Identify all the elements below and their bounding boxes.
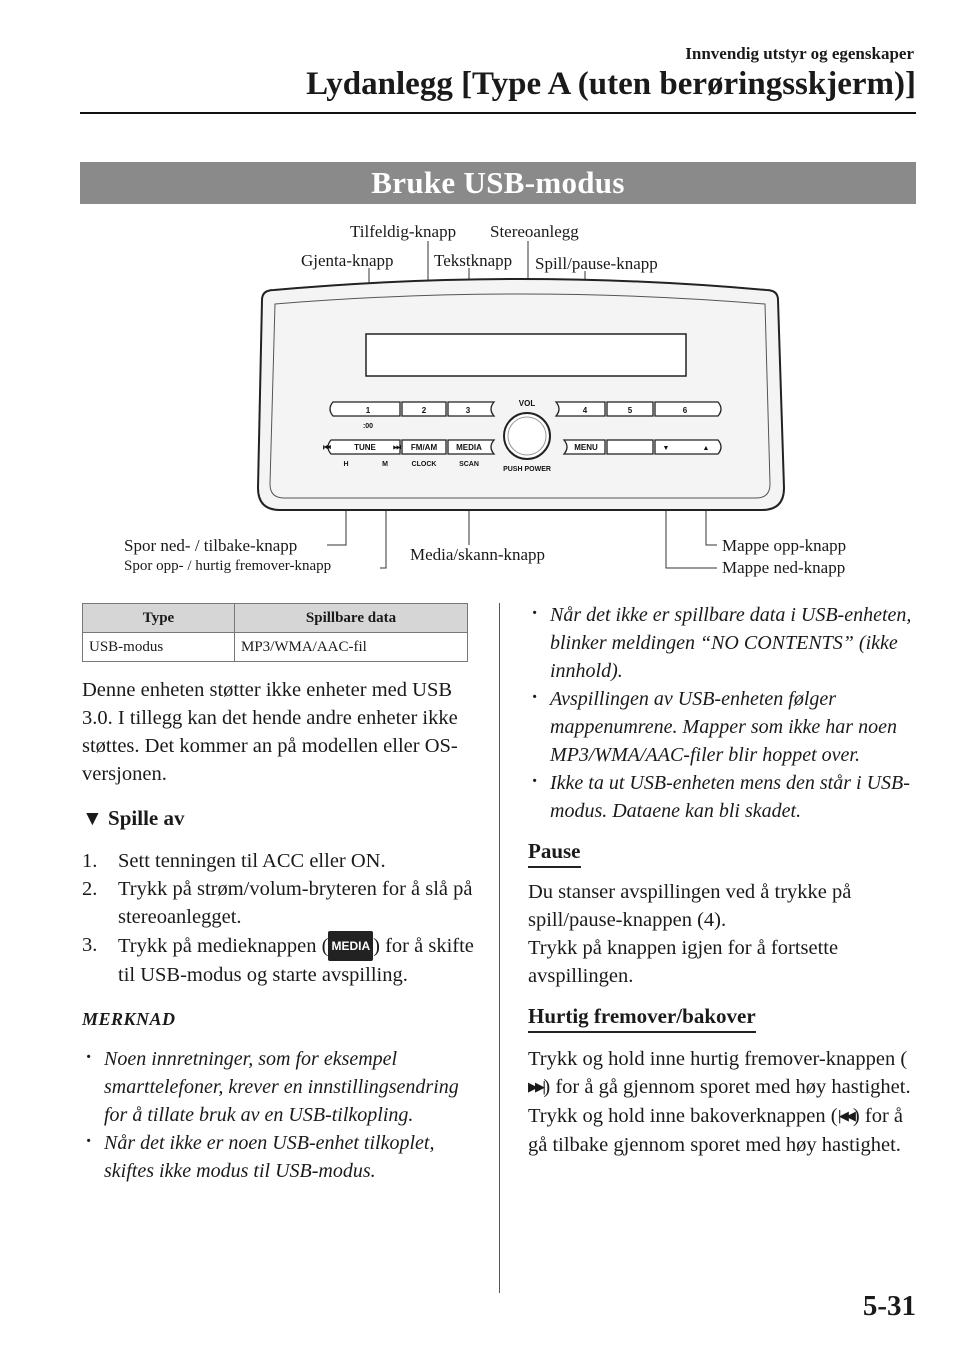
fast-forward-icon: ▶▶| bbox=[528, 1080, 544, 1095]
label-stereo: Stereoanlegg bbox=[490, 222, 579, 241]
list-item: · Når det ikke er spillbare data i USB-enheten, blinker meldingen “NO CONTENTS” (ikke innhold). bbox=[528, 601, 912, 685]
preset-3-label: 3 bbox=[465, 406, 471, 415]
label-track-up-button: Spor opp- / hurtig fremover-knapp bbox=[124, 558, 332, 574]
right-column bbox=[528, 601, 912, 1159]
tune-prev-icon: ⏮ bbox=[322, 442, 332, 452]
h-label: H bbox=[343, 461, 349, 468]
play-heading: ▼ Spille av bbox=[82, 806, 185, 830]
intro-paragraph: Denne enheten støtter ikke enheter med USB 3.0. I tillegg kan det hende andre enheter ikke støttes. Det kommer an på modellen eller OS-versjonen. bbox=[82, 679, 458, 785]
table-row bbox=[83, 633, 468, 662]
scan-label: SCAN bbox=[459, 461, 479, 468]
page-number: 5-31 bbox=[862, 1290, 916, 1322]
m-label: M bbox=[382, 461, 388, 468]
label-playpause-button: Spill/pause-knapp bbox=[535, 254, 658, 273]
tune-label: TUNE bbox=[354, 443, 376, 452]
menu-label: MENU bbox=[574, 443, 598, 452]
ffrew-text-1: Trykk og hold inne hurtig fremover-knappen (▶▶|) for å gå gjennom sporet med høy hastighet. bbox=[528, 1045, 912, 1102]
play-steps bbox=[82, 847, 480, 989]
playable-data-table bbox=[82, 603, 468, 662]
list-item: · Avspillingen av USB-enheten følger mappenumrene. Mapper som ikke har noen MP3/WMA/AAC-filer blir hoppet over. bbox=[528, 685, 912, 769]
media-label: MEDIA bbox=[456, 443, 482, 452]
table-header: Type bbox=[83, 604, 235, 633]
fmam-label: FM/AM bbox=[410, 443, 438, 452]
preset-5-label: 5 bbox=[627, 406, 633, 415]
folder-up-icon: ▲ bbox=[702, 445, 710, 452]
list-item: · Ikke ta ut USB-enheten mens den står i USB-modus. Dataene kan bli skadet. bbox=[528, 769, 912, 825]
list-item: 2. Trykk på strøm/volum-bryteren for å slå på stereoanlegget. bbox=[82, 878, 473, 928]
table-cell: USB-modus bbox=[83, 633, 235, 662]
label-folder-up-button: Mappe opp-knapp bbox=[722, 536, 847, 555]
table-header-row bbox=[83, 604, 468, 633]
clock-label: CLOCK bbox=[411, 461, 437, 468]
list-item: · Noen innretninger, som for eksempel smarttelefoner, krever en innstillingsendring for å tillate bruk av en USB-tilkopling. bbox=[82, 1045, 480, 1129]
note-heading: MERKNAD bbox=[82, 1009, 176, 1029]
preset-6-label: 6 bbox=[682, 406, 688, 415]
left-column bbox=[82, 676, 480, 1185]
folder-down-icon: ▼ bbox=[662, 445, 670, 452]
label-random-button: Tilfeldig-knapp bbox=[350, 222, 457, 241]
table-cell: MP3/WMA/AAC-fil bbox=[235, 633, 468, 662]
section-banner: Bruke USB-modus bbox=[80, 162, 916, 204]
clock-00-label: :00 bbox=[362, 423, 374, 430]
rewind-icon: |◀◀ bbox=[837, 1109, 853, 1124]
stereo-unit-diagram bbox=[0, 0, 960, 600]
table-header: Spillbare data bbox=[235, 604, 468, 633]
label-repeat-button: Gjenta-knapp bbox=[301, 251, 394, 270]
label-text-button: Tekstknapp bbox=[434, 251, 513, 270]
label-media-scan-button: Media/skann-knapp bbox=[410, 545, 546, 564]
volume-knob bbox=[504, 413, 550, 459]
triangle-down-icon: ▼ bbox=[82, 806, 103, 830]
media-button-icon: MEDIA bbox=[328, 931, 373, 961]
note-list-left bbox=[82, 1045, 480, 1185]
label-track-down-button: Spor ned- / tilbake-knapp bbox=[124, 536, 298, 555]
pause-heading: Pause bbox=[528, 839, 912, 868]
pause-text-1: Du stanser avspillingen ved å trykke på spill/pause-knappen (4). bbox=[528, 881, 852, 931]
column-divider bbox=[499, 603, 500, 1293]
page-title: Lydanlegg [Type A (uten berøringsskjerm)] bbox=[306, 66, 916, 102]
preset-4-label: 4 bbox=[582, 406, 588, 415]
note-list-right bbox=[528, 601, 912, 825]
push-power-label: PUSH POWER bbox=[503, 466, 551, 473]
ffrew-text-2: Trykk og hold inne bakoverknappen (|◀◀) for å gå tilbake gjennom sporet med høy hastighet. bbox=[528, 1105, 904, 1156]
unit-housing bbox=[258, 279, 784, 510]
ffrew-heading: Hurtig fremover/bakover bbox=[528, 1004, 912, 1033]
vol-label: VOL bbox=[518, 399, 536, 408]
section-title: Innvendig utstyr og egenskaper bbox=[685, 44, 914, 63]
label-folder-down-button: Mappe ned-knapp bbox=[722, 558, 846, 577]
list-item: · Når det ikke er noen USB-enhet tilkoplet, skiftes ikke modus til USB-modus. bbox=[82, 1129, 480, 1185]
pause-text-2: Trykk på knappen igjen for å fortsette avspillingen. bbox=[528, 937, 839, 987]
preset-2-label: 2 bbox=[421, 406, 427, 415]
display-window bbox=[366, 334, 686, 376]
list-item: 1. Sett tenningen til ACC eller ON. bbox=[82, 850, 386, 872]
tune-next-icon: ⏭ bbox=[392, 442, 402, 452]
list-item: 3. Trykk på medieknappen ( MEDIA ) for å skifte til USB-modus og starte avspilling. bbox=[82, 931, 480, 989]
preset-1-label: 1 bbox=[365, 406, 371, 415]
